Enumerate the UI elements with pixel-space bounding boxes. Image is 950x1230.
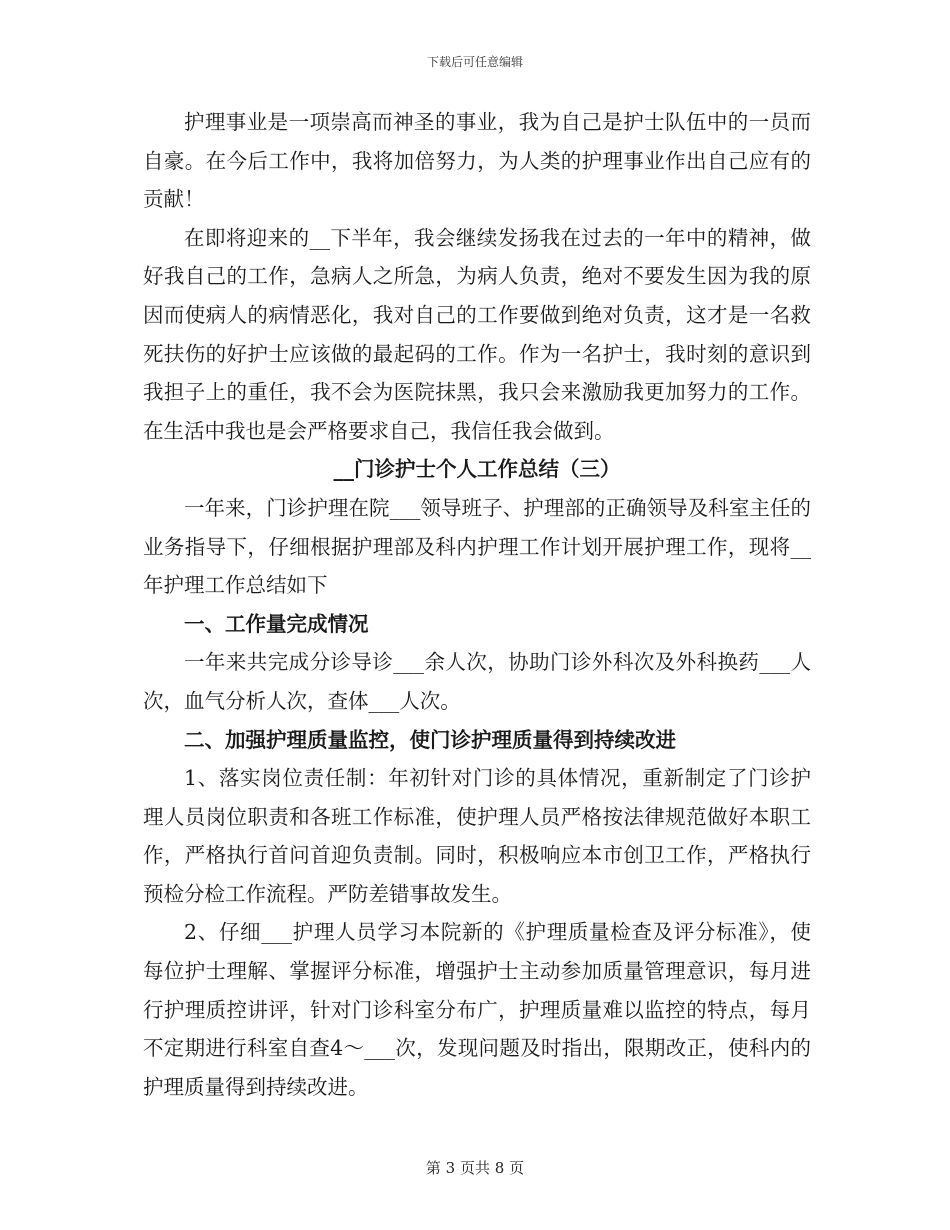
paragraph-5: 1、落实岗位责任制：年初针对门诊的具体情况，重新制定了门诊护理人员岗位职责和各班工作标准，使护理人员严格按法律规范做好本职工作，严格执行首问首迎负责制。同时，积极响应本市创卫工作，严格执行预检分检工作流程。严防差错事故发生。 <box>143 766 811 906</box>
paragraph-6: 2、仔细___护理人员学习本院新的《护理质量检查及评分标准》，使每位护士理解、掌握评分标准，增强护士主动参加质量管理意识，每月进行护理质控讲评，针对门诊科室分布广，护理质量难以监控的特点，每月不定期进行科室自查4～___次，发现问题及时指出，限期改正，使科内的护理质量得到持续改进。 <box>143 920 811 1099</box>
document-body <box>143 103 811 1106</box>
paragraph-3: 一年来，门诊护理在院___领导班子、护理部的正确领导及科室主任的业务指导下，仔细根据护理部及科内护理工作计划开展护理工作，现将__年护理工作总结如下 <box>143 495 811 598</box>
paragraph-2: 在即将迎来的__下半年，我会继续发扬我在过去的一年中的精神，做好我自己的工作，急病人之所急，为病人负责，绝对不要发生因为我的原因而使病人的病情恶化，我对自己的工作要做到绝对负责，这才是一名救死扶伤的好护士应该做的最起码的工作。作为一名护士，我时刻的意识到我担子上的重任，我不会为医院抹黑，我只会来激励我更加努力的工作。在生活中我也是会严格要求自己，我信任我会做到。 <box>143 225 811 443</box>
page-header: 下载后可任意编辑 <box>426 55 523 69</box>
heading-quality: 二、加强护理质量监控，使门诊护理质量得到持续改进 <box>184 727 676 752</box>
section-title: __门诊护士个人工作总结（三） <box>333 457 621 482</box>
page-footer: 第 3 页共 8 页 <box>425 1159 525 1177</box>
paragraph-4: 一年来共完成分诊导诊___余人次，协助门诊外科次及外科换药___人次，血气分析人次，查体___人次。 <box>143 650 811 713</box>
paragraph-1: 护理事业是一项崇高而神圣的事业，我为自己是护士队伍中的一员而自豪。在今后工作中，我将加倍努力，为人类的护理事业作出自己应有的贡献！ <box>143 110 811 212</box>
heading-workload: 一、工作量完成情况 <box>184 611 369 636</box>
